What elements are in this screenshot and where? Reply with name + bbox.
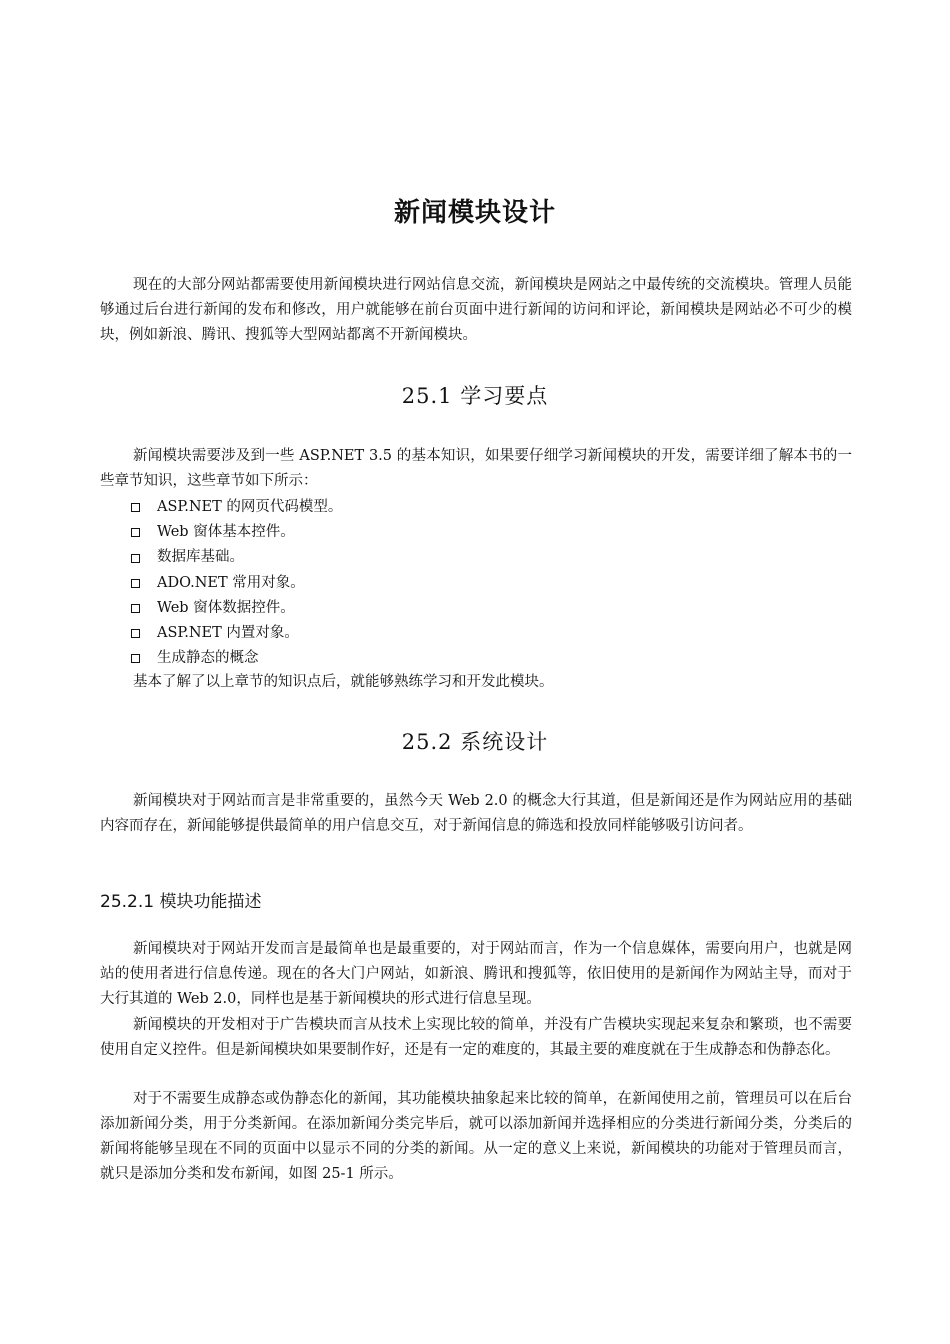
section-25-1-paragraph: 新闻模块需要涉及到一些 ASP.NET 3.5 的基本知识，如果要仔细学习新闻模块的开发，需要详细了解本书的一些章节知识，这些章节如下所示： [100,448,852,489]
list-item: Web 窗体数据控件。 [131,596,342,621]
list-item: 数据库基础。 [131,545,342,570]
checkbox-bullet-icon [131,604,140,613]
checkbox-bullet-icon [131,654,140,663]
chapter-title: 新闻模块设计 [393,198,556,228]
checkbox-bullet-icon [131,579,140,588]
section-25-1-closing: 基本了解了以上章节的知识点后，就能够熟练学习和开发此模块。 [133,674,554,690]
subsection-heading-25-2-1: 25.2.1 模块功能描述 [100,892,262,912]
chapter-list [131,495,342,671]
list-item: Web 窗体基本控件。 [131,520,342,545]
list-item: ASP.NET 内置对象。 [131,621,342,646]
list-item: ADO.NET 常用对象。 [131,571,342,596]
subsection-paragraph-1: 新闻模块对于网站开发而言是最简单也是最重要的，对于网站而言，作为一个信息媒体，需要向用户，也就是网站的使用者进行信息传递。现在的各大门户网站，如新浪、腾讯和搜狐等，依旧使用的是新闻作为网站主导，而对于大行其道的 Web 2.0，同样也是基于新闻模块的形式进行信息呈现。 [100,941,852,1007]
checkbox-bullet-icon [131,528,140,537]
section-heading-25-2: 25.2 系统设计 [401,730,549,754]
subsection-paragraph-2: 新闻模块的开发相对于广告模块而言从技术上实现比较的简单，并没有广告模块实现起来复杂和繁琐，也不需要使用自定义控件。但是新闻模块如果要制作好，还是有一定的难度的，其最主要的难度就在于生成静态和伪静态化。 [100,1017,852,1058]
subsection-paragraph-3: 对于不需要生成静态或伪静态化的新闻，其功能模块抽象起来比较的简单，在新闻使用之前，管理员可以在后台添加新闻分类，用于分类新闻。在添加新闻分类完毕后，就可以添加新闻并选择相应的分类进行新闻分类，分类后的新闻将能够呈现在不同的页面中以显示不同的分类的新闻。从一定的意义上来说，新闻模块的功能对于管理员而言，就只是添加分类和发布新闻，如图 25-1 所示。 [100,1091,852,1182]
list-item: 生成静态的概念 [131,646,342,671]
checkbox-bullet-icon [131,554,140,563]
checkbox-bullet-icon [131,503,140,512]
intro-paragraph: 现在的大部分网站都需要使用新闻模块进行网站信息交流，新闻模块是网站之中最传统的交流模块。管理人员能够通过后台进行新闻的发布和修改，用户就能够在前台页面中进行新闻的访问和评论，新闻模块是网站必不可少的模块，例如新浪、腾讯、搜狐等大型网站都离不开新闻模块。 [100,277,852,343]
list-item: ASP.NET 的网页代码模型。 [131,495,342,520]
section-25-2-paragraph: 新闻模块对于网站而言是非常重要的，虽然今天 Web 2.0 的概念大行其道，但是新闻还是作为网站应用的基础内容而存在，新闻能够提供最简单的用户信息交互，对于新闻信息的筛选和投放同样能够吸引访问者。 [100,793,852,834]
section-heading-25-1: 25.1 学习要点 [401,384,549,408]
checkbox-bullet-icon [131,629,140,638]
